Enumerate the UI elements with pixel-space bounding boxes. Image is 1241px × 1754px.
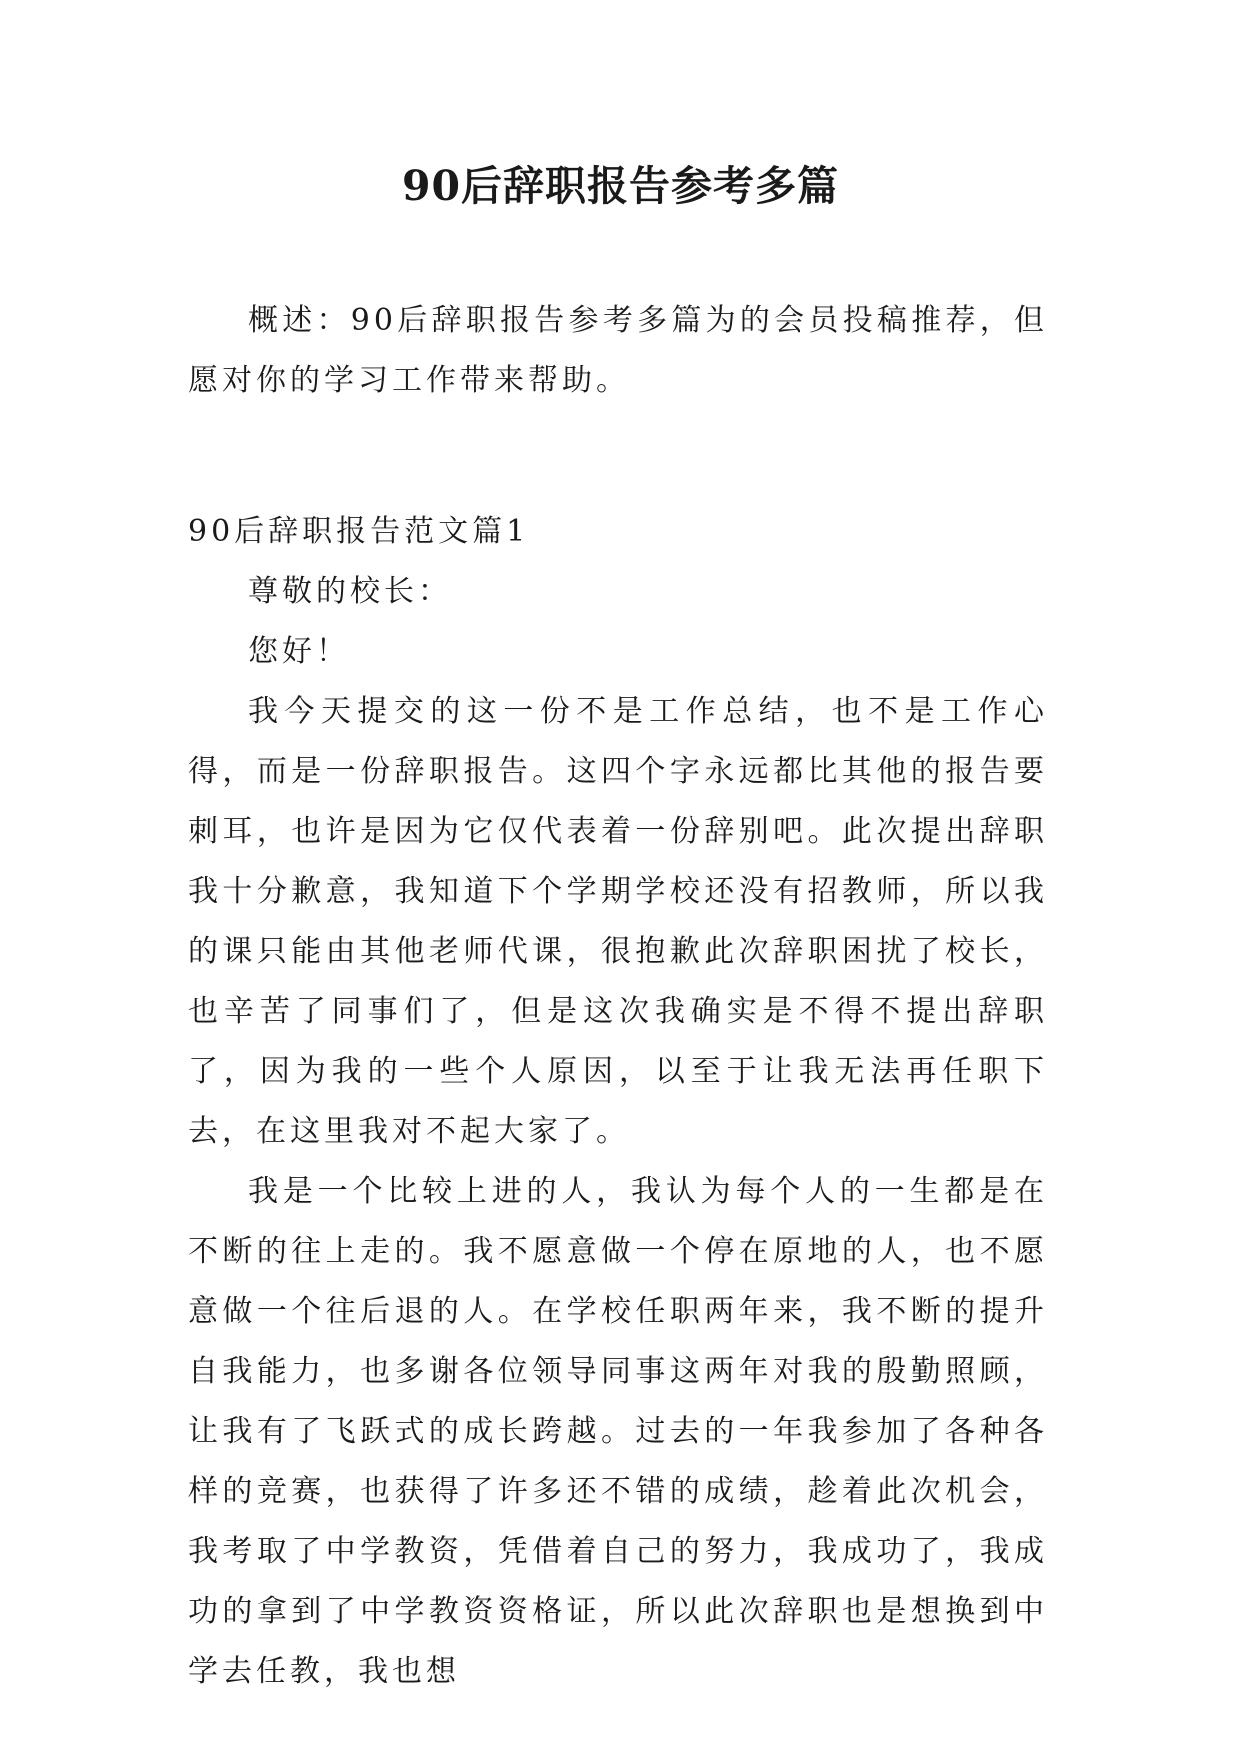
body-paragraph: 我今天提交的这一份不是工作总结，也不是工作心得，而是一份辞职报告。这四个字永远都比其他的报告要刺耳，也许是因为它仅代表着一份辞别吧。此次提出辞职我十分歉意，我知道下个学期学校还没有招教师，所以我的课只能由其他老师代课，很抱歉此次辞职困扰了校长，也辛苦了同事们了，但是这次我确实是不得不提出辞职了，因为我的一些个人原因，以至于让我无法再任职下去，在这里我对不起大家了。 [188, 694, 1048, 1149]
summary-paragraph: 概述：90后辞职报告参考多篇为的会员投稿推荐，但愿对你的学习工作带来帮助。 [188, 303, 1048, 398]
greeting: 您好！ [248, 634, 350, 669]
salutation: 尊敬的校长： [248, 574, 452, 609]
document-title: 90后辞职报告参考多篇 [401, 162, 840, 210]
body-paragraph: 我是一个比较上进的人，我认为每个人的一生都是在不断的往上走的。我不愿意做一个停在原地的人，也不愿意做一个往后退的人。在学校任职两年来，我不断的提升自我能力，也多谢各位领导同事这两年对我的殷勤照顾，让我有了飞跃式的成长跨越。过去的一年我参加了各种各样的竞赛，也获得了许多还不错的成绩，趁着此次机会，我考取了中学教资，凭借着自己的努力，我成功了，我成功的拿到了中学教资资格证，所以此次辞职也是想换到中学去任教，我也想 [188, 1174, 1048, 1689]
section-heading: 90后辞职报告范文篇1 [188, 514, 530, 549]
document-body [188, 291, 1048, 1702]
